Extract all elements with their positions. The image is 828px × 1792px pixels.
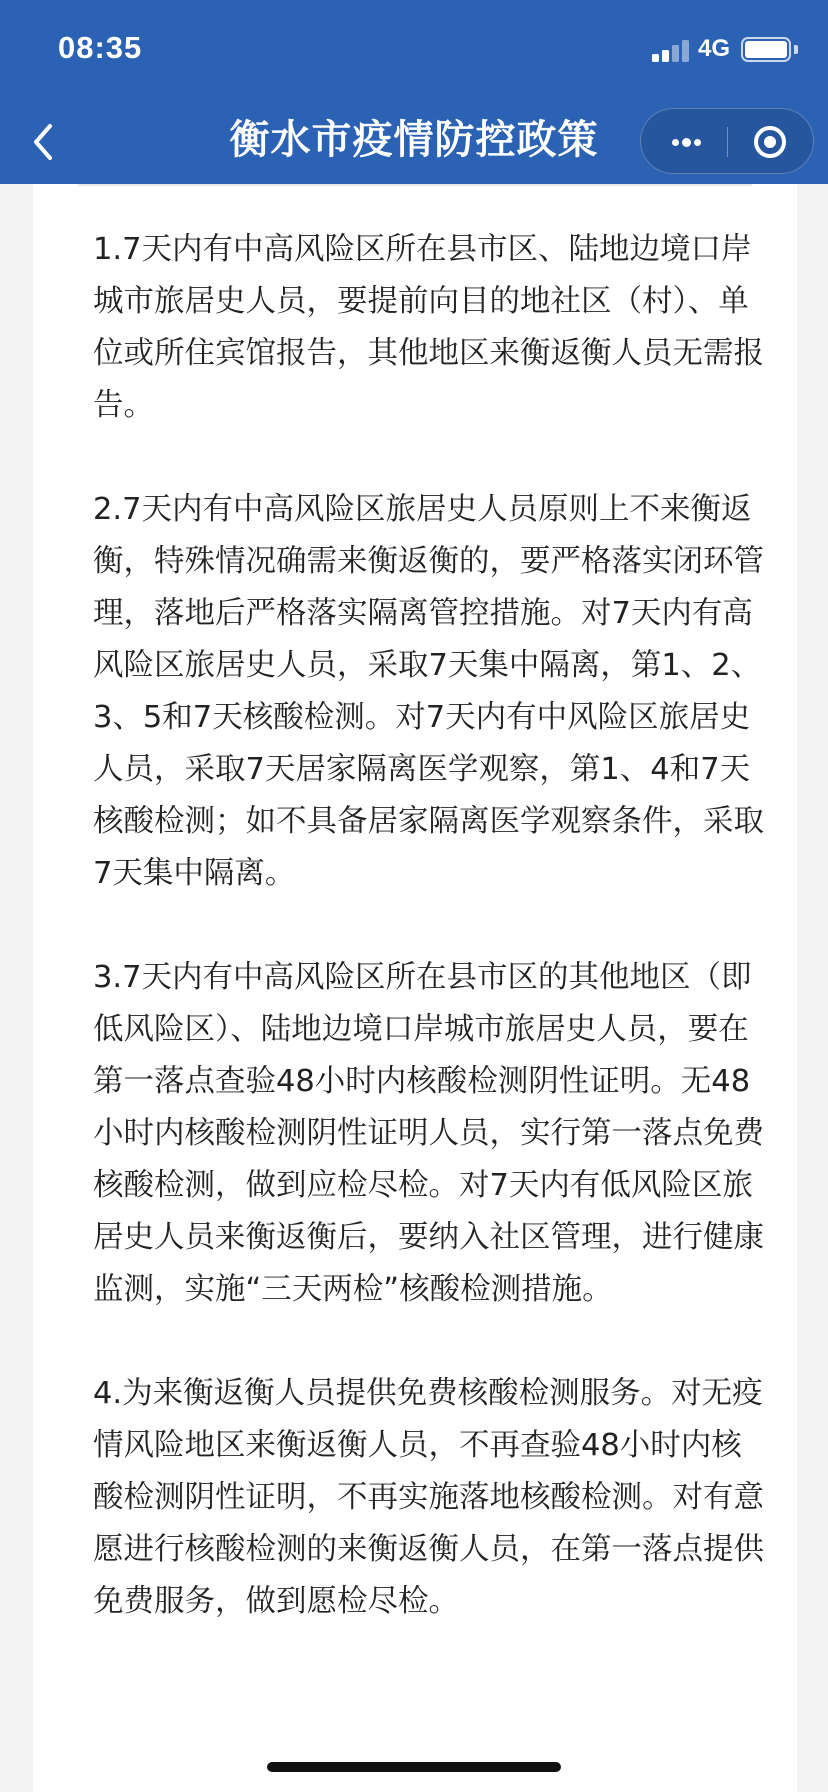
more-dots-icon-center [682,138,691,147]
battery-icon [741,37,791,62]
content-card [33,184,797,1792]
target-close-icon-center [764,136,776,148]
status-bar [0,0,828,100]
divider [78,184,752,186]
page-title: 衡水市疫情防控政策 [229,117,599,163]
more-dots-icon-right [694,139,701,146]
article-body [93,224,769,1680]
mini-program-capsule [640,108,814,174]
network-type: 4G [698,35,731,62]
chevron-left-icon [24,118,68,166]
signal-icon [652,38,692,62]
nav-bar [0,100,828,184]
header [0,0,828,184]
close-button[interactable] [728,109,814,175]
article-paragraph-2: 2.7天内有中高风险区旅居史人员原则上不来衡返衡，特殊情况确需来衡返衡的，要严格落实闭环管理，落地后严格落实隔离管控措施。对7天内有高风险区旅居史人员，采取7天集中隔离，第1、2、3、5和7天核酸检测。对7天内有中风险区旅居史人员，采取7天居家隔离医学观察，第1、4和7天核酸检测；如不具备居家隔离医学观察条件，采取7天集中隔离。 [93,492,764,891]
home-indicator[interactable] [267,1762,561,1772]
back-button[interactable] [24,118,68,166]
status-time: 08:35 [58,30,143,65]
more-dots-icon [672,139,679,146]
article-paragraph-3: 3.7天内有中高风险区所在县市区的其他地区（即低风险区）、陆地边境口岸城市旅居史人员，要在第一落点查验48小时内核酸检测阴性证明。无48小时内核酸检测阴性证明人员，实行第一落点免费核酸检测，做到应检尽检。对7天内有低风险区旅居史人员来衡返衡后，要纳入社区管理，进行健康监测，实施“三天两检”核酸检测措施。 [93,960,764,1307]
battery-cap [794,45,798,54]
more-button[interactable] [641,109,727,175]
article-paragraph-1: 1.7天内有中高风险区所在县市区、陆地边境口岸城市旅居史人员，要提前向目的地社区（村）、单位或所住宾馆报告，其他地区来衡返衡人员无需报告。 [93,232,764,423]
article-paragraph-4: 4.为来衡返衡人员提供免费核酸检测服务。对无疫情风险地区来衡返衡人员，不再查验48小时内核酸检测阴性证明，不再实施落地核酸检测。对有意愿进行核酸检测的来衡返衡人员，在第一落点提供免费服务，做到愿检尽检。 [93,1376,764,1619]
